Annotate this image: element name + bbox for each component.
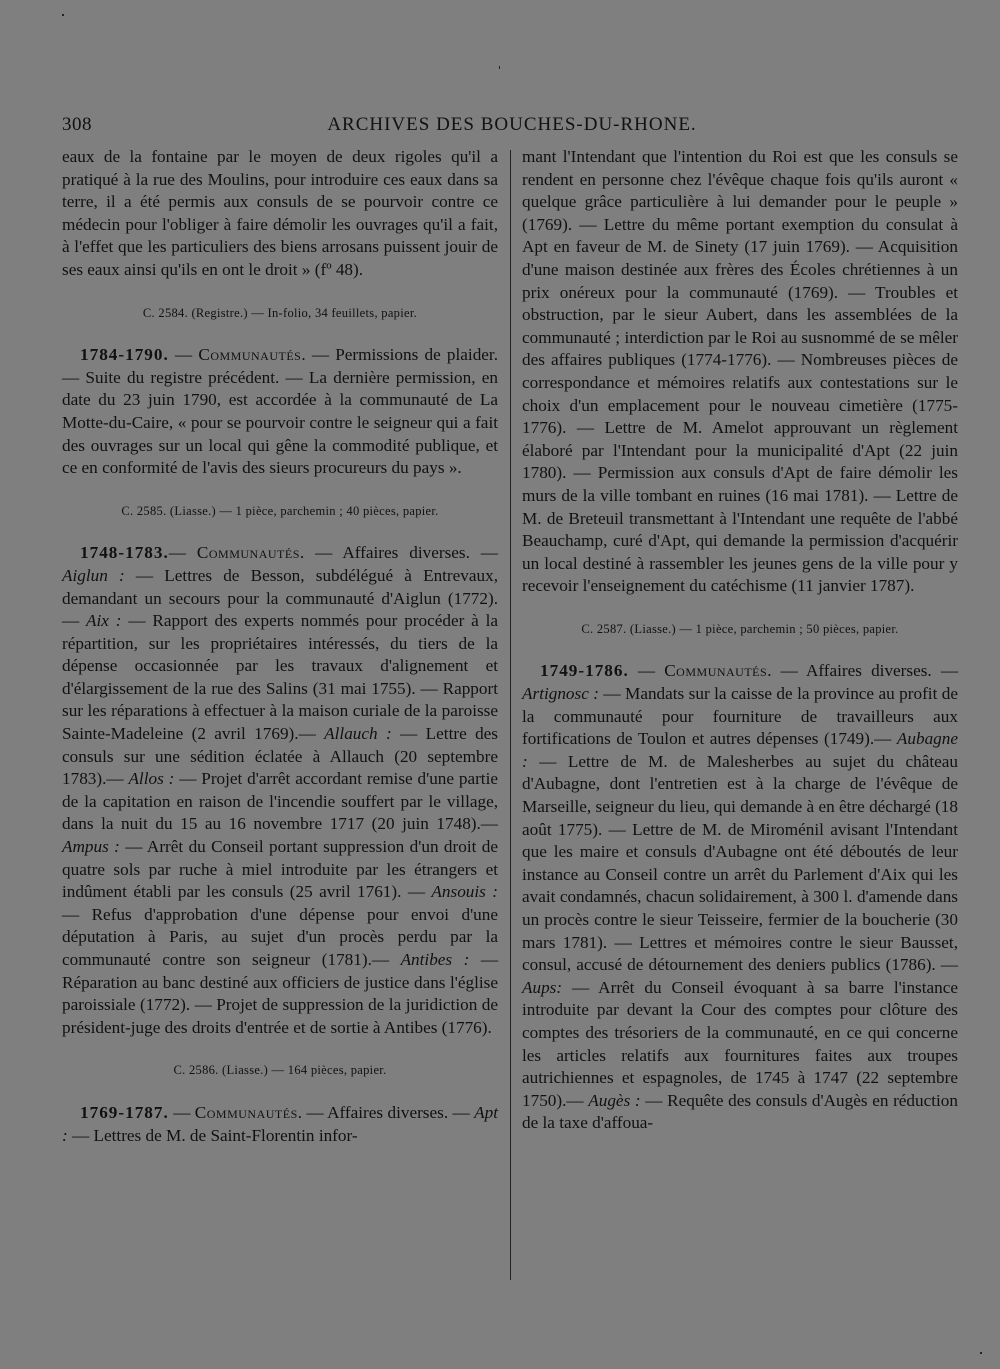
entry-date: 1748-1783.	[80, 543, 169, 563]
scan-speck	[980, 1352, 982, 1354]
entry-text: — Arrêt du Conseil portant suppression d'un droit de quatre sols par ruche à miel introduite par les étrangers et indûment établi par les consuls (25 avril 1761). —	[62, 837, 498, 902]
separator: —	[628, 661, 665, 681]
page-number: 308	[62, 114, 92, 135]
entry-text: — Lettre des consuls sur une sédition éclatée à Allauch (20 septembre 1783).—	[62, 724, 498, 789]
entry-text: . — Affaires diverses. —	[299, 543, 498, 563]
entry-text: — Requête des consuls d'Augès en réduction de la taxe d'affoua-	[522, 1090, 958, 1133]
place-name: Aups:	[522, 977, 563, 997]
citation-c2587: C. 2587. (Liasse.) — 1 pièce, parchemin ; 50 pièces, papier.	[581, 621, 899, 636]
place-name: Apt :	[62, 1102, 498, 1145]
place-name: Antibes :	[400, 950, 470, 969]
place-name: Allos :	[128, 769, 175, 789]
place-name: Aubagne :	[522, 729, 958, 771]
place-name: Artignosc :	[522, 684, 599, 704]
entry-text: . — Affaires diverses. —	[767, 661, 959, 681]
place-name: Aix :	[86, 611, 122, 631]
entry-c2587	[522, 660, 958, 1134]
separator: —	[168, 543, 197, 563]
entry-c2584	[62, 344, 498, 480]
entry-heading: Communautés	[196, 543, 300, 563]
continued-entry-text: eaux de la fontaine par le moyen de deux rigoles qu'il a pratiqué à la rue des Moulins, pour introduire ces eaux dans sa terre, il a été permis aux consuls de se pourvoir contre ce médecin pour l'obliger à faire démolir les ouvrages qu'il a fait, à l'effet que les particuliers des biens arrosans puissent jouir de ses eaux ainsi qu'ils en ont le droit » (fº 48).	[62, 147, 498, 279]
entry-text: — Mandats sur la caisse de la province au profit de la communauté pour fourniture de travailleurs aux fortifications de Toulon et autres dépenses (1749).—	[522, 684, 958, 749]
entry-text: . — Affaires diverses. —	[297, 1102, 475, 1122]
entry-text: — Lettre de M. de Malesherbes au sujet du château d'Aubagne, dont l'entretien est à la charge de l'évêque de Marseille, seigneur du lieu, qui demande à en être déchargé (18 août 1775). — Lettre de M. de Miroménil avisant l'Intendant que les maire et consuls d'Aubagne ont été déboutés de leur instance au Conseil contre un arrêt du Parlement d'Aix qui les avait condamnés, chacun solidairement, à 300 l. d'amende dans un procès contre le sieur Teisseire, fermier de la boucherie (30 mars 1781). — Lettres et mémoires contre le sieur Bausset, consul, accusé de détournement des deniers publics (1786). —	[522, 751, 958, 975]
entry-text: — Lettres de Besson, subdélégué à Entrevaux, demandant un secours pour la communauté d'Aiglun (1772). —	[62, 565, 498, 631]
entry-date: 1769-1787.	[80, 1102, 169, 1122]
entry-text: — Refus d'approbation d'une dépense pour envoi d'une députation à Paris, au sujet d'un procès perdu par la communauté contre son seigneur (1781).—	[62, 904, 498, 969]
entry-text: . — Permissions de plaider. — Suite du registre précédent. — La dernière permission, en date du 23 juin 1790, est accordée à la communauté de La Motte-du-Caire, « pour se pourvoir contre le seigneur qui a fait des ouvrages sur un local qui gêne la commodité publique, et ce en conformité de l'avis des sieurs procureurs du pays ».	[62, 345, 499, 478]
scan-speck	[62, 14, 64, 16]
separator: —	[168, 345, 199, 365]
entry-heading: Communautés	[664, 661, 768, 681]
entry-text: — Rapport des experts nommés pour procéder à la répartition, sur les propriétaires intéressés, du tiers de la dépense occasionnée par les travaux d'alignement et d'élargissement de la rue des Salins (31 mai 1755). — Rapport sur les réparations à effectuer à la maison curiale de la paroisse Sainte-Madeleine (2 avril 1769).—	[62, 611, 499, 744]
citation-c2584: C. 2584. (Registre.) — In-folio, 34 feuillets, papier.	[142, 305, 418, 320]
citation-c2585: C. 2585. (Liasse.) — 1 pièce, parchemin ; 40 pièces, papier.	[121, 503, 439, 518]
citation-c2586: C. 2586. (Liasse.) — 164 pièces, papier.	[173, 1063, 387, 1078]
continued-entry-text: mant l'Intendant que l'intention du Roi est que les consuls se rendent en personne chez l'évêque chaque fois qu'ils auront « quelque grâce particulière à lui demander pour le peuple » (1769). — Lettre du même portant exemption du consulat à Apt en faveur de M. de Sinety (17 juin 1769). — Acquisition d'une maison destinée aux frères des Écoles chrétiennes à un prix onéreux pour la communauté (1769). — Troubles et obstruction, par le sieur Aubert, dans les assemblées de la communauté ; interdiction par le Roi au susnommé de se mêler des affaires publiques (1774-1776). — Nombreuses pièces de correspondance et mémoires relatifs aux contestations sur le choix d'un emplacement pour le nouveau cimetière (1775-1776). — Lettre de M. Amelot approuvant un règlement élaboré par l'Intendant pour la municipalité d'Apt (22 juin 1780). — Permission aux consuls d'Apt de faire démolir les murs de la ville tombant en ruines (16 mai 1781). — Lettre de M. de Breteuil transmettant à l'Intendant une requête de l'abbé Beauchamp, curé d'Apt, qui demande la permission d'acquérir un local destiné à rassembler les jeunes gens de la ville pour y recevoir l'enseignement du catéchisme (11 janvier 1787).	[522, 147, 958, 596]
entry-heading: Communautés	[194, 1102, 298, 1122]
entry-c2585	[62, 542, 498, 1039]
entry-date: 1784-1790.	[80, 345, 169, 365]
place-name: Allauch :	[324, 724, 392, 744]
page-header	[62, 114, 962, 142]
running-title: ARCHIVES DES BOUCHES-DU-RHONE.	[327, 114, 697, 135]
entry-c2586	[62, 1102, 498, 1147]
separator: —	[168, 1102, 195, 1122]
left-column	[62, 146, 498, 1147]
right-column	[522, 146, 958, 1135]
entry-date: 1749-1786.	[540, 661, 629, 681]
place-name: Augès :	[588, 1090, 641, 1110]
place-name: Ampus :	[62, 837, 120, 857]
place-name: Ansouis :	[431, 882, 498, 902]
place-name: Aiglun :	[62, 565, 125, 585]
column-divider	[510, 150, 511, 1280]
entry-text: — Lettres de M. de Saint-Florentin infor-	[67, 1125, 358, 1145]
entry-heading: Communautés	[198, 345, 302, 365]
entry-text: — Projet d'arrêt accordant remise d'une partie de la capitation en raison de l'incendie souffert par le village, dans la nuit du 15 au 16 novembre 1717 (20 juin 1748).—	[62, 769, 498, 834]
entry-text: — Arrêt du Conseil évoquant à sa barre l'instance introduite par devant la Cour des comptes pour clôture des comptes des trésoriers de la communauté, en ce qui concerne les articles relatifs aux fournitures faites aux troupes autrichiennes et espagnoles, de 1745 à 1747 (22 septembre 1750).—	[522, 977, 958, 1110]
entry-text: — Réparation au banc destiné aux officiers de justice dans l'église paroissiale (1772). — Projet de suppression de la juridiction de président-juge des droits d'entrée et de sortie à Antibes (1776).	[62, 950, 498, 1037]
scan-speck	[499, 66, 500, 69]
